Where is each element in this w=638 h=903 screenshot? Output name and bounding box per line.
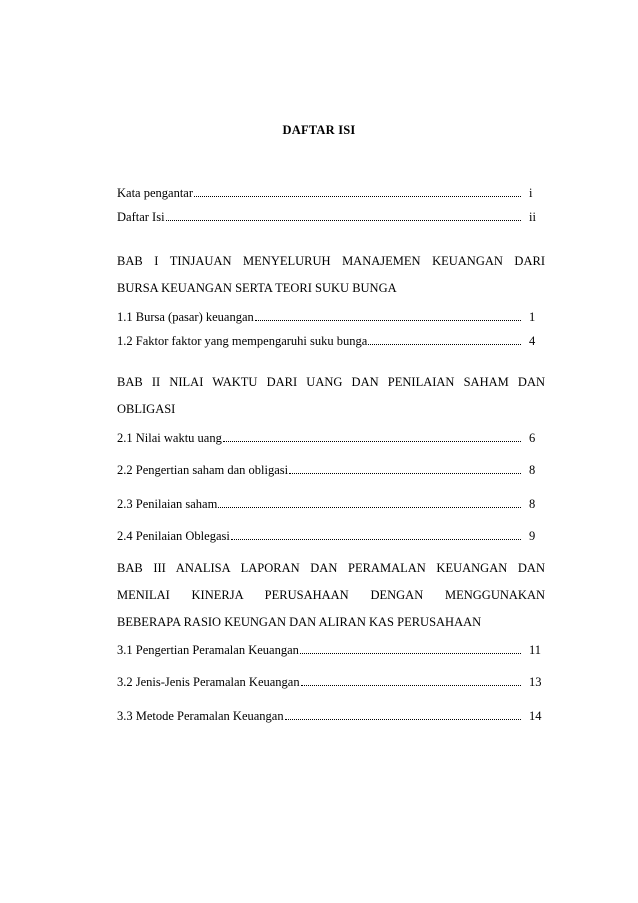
toc-page-number: 14 [529,709,542,723]
toc-entry-label: 3.3 Metode Peramalan Keuangan [117,709,284,723]
toc-entry-2-1 [117,427,545,445]
toc-entry-label: 2.2 Pengertian saham dan obligasi [117,463,289,477]
toc-entry-label: Kata pengantar [117,186,194,200]
chapter-heading-line: BAB III ANALISA LAPORAN DAN PERAMALAN KEUANGAN DAN [117,561,545,575]
toc-entry-label: 1.2 Faktor faktor yang mempengaruhi suku bunga [117,334,368,348]
toc-entry-label: 3.2 Jenis-Jenis Peramalan Keuangan [117,675,300,689]
chapter-heading-bab-2 [117,369,545,423]
chapter-heading-bab-3 [117,555,545,636]
toc-entry-label: 2.3 Penilaian saham [117,497,218,511]
toc-page-number: 11 [529,643,542,657]
chapter-heading-line: MENILAI KINERJA PERUSAHAAN DENGAN MENGGUNAKAN [117,588,545,602]
chapter-heading-line: BURSA KEUANGAN SERTA TEORI SUKU BUNGA [117,281,397,295]
dot-leader [231,539,521,540]
toc-entry-label: Daftar Isi [117,210,165,224]
toc-entry-daftar-isi [117,206,545,224]
dot-leader [218,507,521,508]
toc-entry-3-1 [117,639,545,657]
toc-entry-1-1 [117,306,545,324]
toc-entry-label: 1.1 Bursa (pasar) keuangan [117,310,254,324]
dot-leader [300,653,521,654]
dot-leader [194,196,521,197]
chapter-heading-line: BEBERAPA RASIO KEUNGAN DAN ALIRAN KAS PERUSAHAAN [117,615,482,629]
toc-page-number: ii [529,210,536,224]
toc-entry-3-3 [117,705,545,723]
toc-entry-2-3 [117,493,545,511]
toc-entry-label: 2.4 Penilaian Oblegasi [117,529,230,543]
toc-entry-label: 3.1 Pengertian Peramalan Keuangan [117,643,299,657]
dot-leader [285,719,521,720]
dot-leader [289,473,521,474]
toc-page-number: 8 [529,497,536,511]
toc-entry-2-2 [117,459,545,477]
toc-entry-2-4 [117,525,545,543]
toc-page-number: 13 [529,675,542,689]
toc-entry-3-2 [117,671,545,689]
chapter-heading-line: OBLIGASI [117,402,176,416]
chapter-heading-line: BAB I TINJAUAN MENYELURUH MANAJEMEN KEUANGAN DARI [117,254,545,268]
dot-leader [301,685,521,686]
toc-entry-1-2 [117,330,545,348]
chapter-heading-bab-1 [117,248,545,302]
dot-leader [368,344,521,345]
dot-leader [223,441,521,442]
toc-page-number: 9 [529,529,536,543]
dot-leader [166,220,521,221]
toc-entry-kata-pengantar [117,182,545,200]
chapter-heading-line: BAB II NILAI WAKTU DARI UANG DAN PENILAIAN SAHAM DAN [117,375,545,389]
toc-page-number: i [529,186,533,200]
toc-page-number: 8 [529,463,536,477]
page-title: DAFTAR ISI [282,123,356,137]
toc-page-number: 6 [529,431,536,445]
toc-page-number: 1 [529,310,536,324]
toc-entry-label: 2.1 Nilai waktu uang [117,431,222,445]
dot-leader [255,320,521,321]
toc-page-number: 4 [529,334,536,348]
